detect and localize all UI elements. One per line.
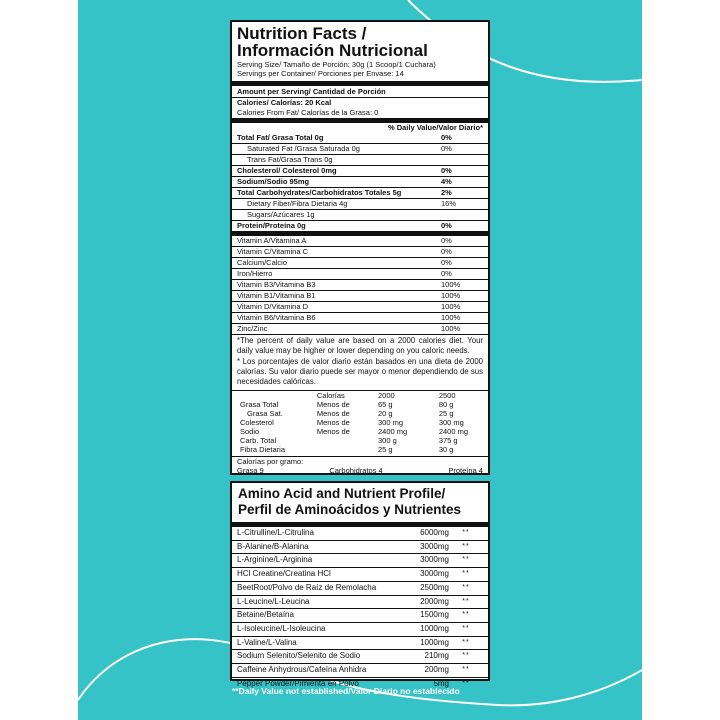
amino-row xyxy=(232,527,488,540)
amino-amount: 3000mg xyxy=(420,555,449,565)
amino-mark: ** xyxy=(462,529,470,536)
amino-name: L-Citrulline/L-Citrulina xyxy=(237,528,314,537)
nutrient-name: Sugars/Azúcares 1g xyxy=(247,210,315,219)
nutrient-value xyxy=(441,210,483,220)
amino-mark: ** xyxy=(462,583,470,591)
dv-cell: 2400 mg xyxy=(438,427,469,436)
nutrient-row xyxy=(232,133,488,143)
vitamin-row xyxy=(232,301,488,312)
dv-header-cell: 2000 xyxy=(377,391,395,400)
nutrient-value: 4% xyxy=(441,177,452,186)
nutrient-name: Dietary Fiber/Fibra Dietaria 4g xyxy=(247,199,348,208)
vitamin-row xyxy=(232,268,488,279)
vitamin-row xyxy=(232,323,488,334)
nutrient-name: Total Fat/ Grasa Total 0g xyxy=(237,133,324,142)
nutrient-value xyxy=(441,155,483,165)
vitamin-value: 0% xyxy=(441,236,452,245)
nutrient-name: Cholesterol/ Colesterol 0mg xyxy=(237,166,337,175)
vitamin-name: Vitamin B1/Vitamina B1 xyxy=(237,291,316,300)
dv-cell: 25 g xyxy=(377,445,393,454)
dv-table-row xyxy=(240,445,488,454)
footnote-spanish: * Los porcentajes de valor diario están basados en una dieta de 2000 calorías. Su valor diario puede ser mayor o menor dependiendo de sus necesidades calóricas. xyxy=(237,357,483,386)
dv-cell: Colesterol xyxy=(240,418,274,427)
servings-per-container: Servings per Container/ Porciones per Envase: 14 xyxy=(237,68,404,78)
nutrition-title-line2: Información Nutricional xyxy=(237,41,428,60)
amino-row xyxy=(232,540,488,554)
nutrient-value: 16% xyxy=(441,199,457,208)
calories-per-gram xyxy=(232,466,488,475)
dv-cell: Sodio xyxy=(240,427,260,436)
amino-row xyxy=(232,636,488,650)
amino-amount: 2500mg xyxy=(420,582,449,592)
nutrient-row xyxy=(232,165,488,176)
amino-mark: ** xyxy=(462,638,470,646)
amino-mark: ** xyxy=(462,611,470,619)
nutrient-list xyxy=(232,133,488,231)
dv-cell: Menos de xyxy=(316,418,350,427)
vitamin-value: 0% xyxy=(441,269,452,278)
amino-amount: 200mg xyxy=(424,665,449,675)
amino-name: L-Isoleucine/L-Isoleucina xyxy=(237,623,326,633)
amino-mark: ** xyxy=(462,556,470,564)
amino-row xyxy=(232,622,488,636)
amino-title-line1: Amino Acid and Nutrient Profile/ xyxy=(238,486,446,501)
nutrient-row xyxy=(232,154,488,165)
nutrient-value: 0% xyxy=(441,133,452,142)
cpg-carbs: Carbohidratos 4 xyxy=(329,466,383,475)
nutrient-value: 0% xyxy=(441,166,452,175)
amino-mark: ** xyxy=(462,652,470,660)
dv-header-cell: 2500 xyxy=(438,391,456,400)
nutrient-value: 0% xyxy=(441,221,452,230)
nutrient-name: Protein/Proteína 0g xyxy=(237,221,306,230)
vitamin-value: 100% xyxy=(441,280,461,289)
amino-amount: 210mg xyxy=(424,651,449,661)
amino-name: B-Alanine/B-Alanina xyxy=(237,541,309,551)
vitamin-list xyxy=(232,236,488,334)
dv-cell: 65 g xyxy=(377,400,393,409)
vitamin-row xyxy=(232,246,488,257)
vitamin-name: Vitamin A/Vitamina A xyxy=(237,236,307,245)
dv-cell: 375 g xyxy=(438,436,458,445)
amino-amount: 2000mg xyxy=(420,596,449,606)
amino-name: Caffeine Anhydrous/Cafeína Anhidra xyxy=(237,665,367,675)
amino-title-line2: Perfil de Aminoácidos y Nutrientes xyxy=(238,502,462,517)
cpg-fat: Grasa 9 xyxy=(237,466,264,475)
amino-amount: 5mg xyxy=(433,678,449,688)
vitamin-name: Vitamin B6/Vitamina B6 xyxy=(237,313,316,322)
dv-cell: 300 g xyxy=(377,436,397,445)
amino-profile-panel xyxy=(230,481,490,688)
vitamin-value: 100% xyxy=(441,313,461,322)
amino-mark: ** xyxy=(462,570,470,578)
amino-name: Sodium Selenito/Selenito de Sodio xyxy=(237,651,361,661)
amino-row xyxy=(232,581,488,595)
amino-row xyxy=(232,553,488,567)
amino-mark: ** xyxy=(462,624,470,632)
amino-row xyxy=(232,649,488,663)
nutrient-name: Total Carbohydrates/Carbohidratos Totales 5g xyxy=(237,188,402,197)
dv-cell xyxy=(317,436,378,445)
dv-header-cell: Calorías xyxy=(316,391,345,400)
vitamin-name: Vitamin C/Vitamina C xyxy=(237,247,309,256)
dv-cell: 300 mg xyxy=(377,418,404,427)
dv-table-row xyxy=(240,436,488,445)
nutrient-value: 2% xyxy=(441,188,452,197)
amino-amount: 3000mg xyxy=(420,541,449,551)
vitamin-row xyxy=(232,279,488,290)
amino-name: HCl Creatine/Creatina HCl xyxy=(237,569,331,579)
amino-name: L-Valine/L-Valina xyxy=(237,637,297,647)
amino-name: Betaine/Betaína xyxy=(237,610,294,620)
nutrient-row xyxy=(232,209,488,220)
amino-title xyxy=(232,483,488,522)
vitamin-name: Vitamin B3/Vitamina B3 xyxy=(237,280,316,289)
amino-name: L-Arginine/L-Arginina xyxy=(237,555,313,565)
dv-cell: 80 g xyxy=(438,400,454,409)
amino-name: BeetRoot/Polvo de Raíz de Remolacha xyxy=(237,582,377,592)
dv-cell: Grasa Total xyxy=(240,400,279,409)
footnote-english: *The percent of daily value are based on a 2000 calories diet. Your daily value may be higher or lower depending on you caloric needs. xyxy=(237,336,483,355)
dv-cell: 300 mg xyxy=(438,418,464,427)
nutrition-title xyxy=(232,22,488,59)
amino-mark: ** xyxy=(462,597,470,605)
amino-mark: ** xyxy=(462,666,470,674)
nutrient-row xyxy=(232,220,488,231)
calories: Calories/ Calorías: 20 Kcal xyxy=(237,98,332,107)
dv-table-row xyxy=(240,409,488,418)
amino-disclaimer: **Daily Value not established/Valor Diario no establecido xyxy=(232,686,460,696)
nutrient-row xyxy=(232,143,488,154)
vitamin-row xyxy=(232,236,488,246)
dv-table-row xyxy=(240,400,488,409)
dv-cell: 2400 mg xyxy=(377,427,408,436)
vitamin-row xyxy=(232,257,488,268)
dv-header-cell xyxy=(240,391,317,400)
dv-cell: 30 g xyxy=(438,445,454,454)
amino-name: L-Leucine/L-Leucina xyxy=(237,596,310,606)
amino-mark: ** xyxy=(462,679,470,687)
nutrient-row xyxy=(232,198,488,209)
amino-amount: 1500mg xyxy=(420,610,449,620)
amino-row xyxy=(232,663,488,677)
serving-size: Serving Size/ Tamaño de Porción: 30g (1 Scoop/1 Cuchara) xyxy=(237,60,436,69)
dv-cell: Fibra Dietaria xyxy=(240,445,286,454)
vitamin-value: 100% xyxy=(441,324,461,333)
nutrient-row xyxy=(232,187,488,198)
dv-table-header xyxy=(240,391,488,400)
vitamin-value: 100% xyxy=(441,291,461,300)
nutrient-name: Trans Fat/Grasa Trans 0g xyxy=(247,155,333,164)
calories-per-gram-label: Calorías por gramo: xyxy=(237,457,304,466)
calories-from-fat: Calories From Fat/ Calorías de la Grasa: 0 xyxy=(237,108,379,117)
amount-per-serving: Amount per Serving/ Cantidad de Porción xyxy=(237,87,386,96)
vitamin-value: 0% xyxy=(441,258,452,267)
dv-table-row xyxy=(240,427,488,436)
nutrient-row xyxy=(232,176,488,187)
dv-table-row xyxy=(240,418,488,427)
vitamin-row xyxy=(232,312,488,323)
daily-values-table xyxy=(240,391,488,454)
daily-value-header: % Daily Value/Valor Diario* xyxy=(387,123,483,132)
dv-cell: Menos de xyxy=(316,409,350,418)
dv-cell: Grasa Sat. xyxy=(247,409,283,418)
cpg-protein: Proteína 4 xyxy=(448,466,483,475)
amino-list xyxy=(232,527,488,690)
dv-cell: Menos de xyxy=(316,427,350,436)
dv-cell: 25 g xyxy=(438,409,454,418)
amino-row xyxy=(232,608,488,622)
vitamin-name: Zinc/Zinc xyxy=(237,324,268,333)
vitamin-value: 100% xyxy=(441,302,461,311)
vitamin-name: Iron/Hierro xyxy=(237,269,273,278)
amino-amount: 3000mg xyxy=(420,569,449,579)
dv-cell: Menos de xyxy=(316,400,350,409)
vitamin-row xyxy=(232,290,488,301)
amino-row xyxy=(232,595,488,609)
nutrition-facts-panel xyxy=(230,20,490,475)
vitamin-name: Vitamin D/Vitamina D xyxy=(237,302,309,311)
vitamin-name: Calcium/Calcio xyxy=(237,258,288,267)
nutrition-title-line1: Nutrition Facts / xyxy=(237,24,367,43)
nutrient-value: 0% xyxy=(441,144,452,153)
dv-cell xyxy=(317,445,378,454)
amino-amount: 1000mg xyxy=(420,623,449,633)
dv-cell: 20 g xyxy=(377,409,393,418)
amino-mark: ** xyxy=(462,542,470,550)
nutrient-name: Saturated Fat /Grasa Saturada 0g xyxy=(247,144,360,153)
amino-name: Pepper Powder/Pimienta en Polvo xyxy=(237,678,359,688)
vitamin-value: 0% xyxy=(441,247,452,256)
amino-amount: 6000mg xyxy=(420,528,449,537)
nutrient-name: Sodium/Sodio 95mg xyxy=(237,177,310,186)
amino-amount: 1000mg xyxy=(420,637,449,647)
amino-row xyxy=(232,567,488,581)
dv-cell: Carb. Total xyxy=(240,436,277,445)
